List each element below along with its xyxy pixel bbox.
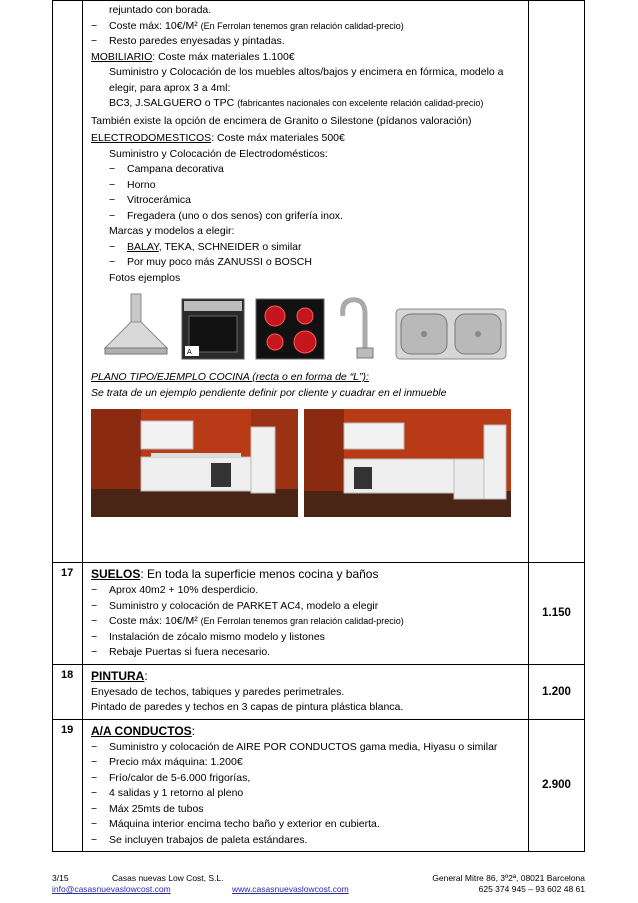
mobiliario-line: Suministro y Colocación de los muebles altos/bajos y encimera en fórmica, modelo a bbox=[109, 66, 504, 78]
oven-image bbox=[181, 298, 245, 360]
ceramic-hob-image bbox=[255, 298, 325, 360]
page-footer bbox=[52, 873, 585, 895]
svg-text:A: A bbox=[187, 349, 192, 356]
row-price: 1.200 bbox=[529, 664, 585, 719]
row-content bbox=[83, 719, 529, 852]
list-item: − Fregadera (uno o dos senos) con grifería inox. bbox=[109, 209, 343, 222]
list-item: − Se incluyen trabajos de paleta estándares. bbox=[91, 833, 308, 846]
row-number-cell bbox=[53, 1, 83, 563]
continued-line: rejuntado con borada. bbox=[109, 4, 212, 16]
list-item: − Precio máx máquina: 1.200€ bbox=[91, 756, 243, 768]
list-item: − Coste máx: 10€/M² (En Ferrolan tenemos gran relación calidad-precio) bbox=[91, 19, 404, 32]
kitchen-render-straight bbox=[91, 409, 298, 517]
list-item: − Suministro y colocación de PARKET AC4, modelo a elegir bbox=[91, 599, 379, 612]
kitchen-content bbox=[83, 1, 529, 563]
list-item: − Coste máx: 10€/M² (En Ferrolan tenemos gran relación calidad-precio) bbox=[91, 615, 404, 627]
mobiliario-line: BC3, J.SALGUERO o TPC (fabricantes nacionales con excelente relación calidad-precio) bbox=[109, 97, 484, 109]
list-item: − Máquina interior encima techo baño y exterior en cubierta. bbox=[91, 818, 380, 830]
list-item: − 4 salidas y 1 retorno al pleno bbox=[91, 787, 244, 799]
extractor-hood-image bbox=[101, 292, 171, 360]
company-address: General Mitre 86, 3º2ª, 08021 Barcelona bbox=[432, 873, 585, 883]
appliance-photos bbox=[91, 290, 524, 360]
list-item: − Suministro y colocación de AIRE POR CONDUCTOS gama media, Hiyasu o similar bbox=[91, 740, 498, 753]
page-number: 3/15 bbox=[52, 873, 69, 883]
plano-subtitle: Se trata de un ejemplo pendiente definir por cliente y cuadrar en el inmueble bbox=[91, 386, 447, 399]
list-item: − Frío/calor de 5-6.000 frigorías, bbox=[91, 771, 251, 784]
mobiliario-line: elegir, para aprox 3 a 4ml: bbox=[109, 81, 231, 94]
list-item: − Máx 25mts de tubos bbox=[91, 802, 204, 815]
list-item: − Por muy poco más ZANUSSI o BOSCH bbox=[109, 256, 312, 268]
email-link[interactable]: info@casasnuevaslowcost.com bbox=[52, 884, 171, 894]
list-item: − Rebaje Puertas si fuera necesario. bbox=[91, 646, 271, 658]
list-item: − Resto paredes enyesadas y pintadas. bbox=[91, 35, 285, 47]
row-line: Enyesado de techos, tabiques y paredes perimetrales. bbox=[91, 685, 345, 698]
row-line: Pintado de paredes y techos en 3 capas de pintura plástica blanca. bbox=[91, 701, 404, 713]
price-cell bbox=[529, 1, 585, 563]
electro-heading: ELECTRODOMESTICOS: Coste máx materiales 500€ bbox=[91, 132, 345, 144]
row-price: 1.150 bbox=[529, 563, 585, 665]
footer-line-1 bbox=[52, 873, 585, 884]
row-number: 17 bbox=[53, 563, 83, 665]
web-link[interactable]: www.casasnuevaslowcost.com bbox=[232, 884, 349, 894]
row-content bbox=[83, 664, 529, 719]
electro-intro: Suministro y Colocación de Electrodomésticos: bbox=[109, 147, 328, 160]
mobiliario-heading: MOBILIARIO: Coste máx materiales 1.100€ bbox=[91, 50, 295, 63]
plano-title: PLANO TIPO/EJEMPLO COCINA (recta o en forma de “L”): bbox=[91, 371, 369, 383]
list-item: − Campana decorativa bbox=[109, 163, 224, 175]
list-item: − Horno bbox=[109, 178, 156, 191]
row-number: 18 bbox=[53, 664, 83, 719]
budget-row-17 bbox=[53, 563, 585, 665]
row-title: PINTURA: bbox=[91, 668, 148, 683]
row-title: SUELOS: En toda la superficie menos cocina y baños bbox=[91, 567, 379, 581]
footer-line-2 bbox=[52, 884, 585, 895]
row-title: A/A CONDUCTOS: bbox=[91, 723, 196, 738]
company-name: Casas nuevas Low Cost, S.L. bbox=[112, 873, 224, 883]
row-number: 19 bbox=[53, 719, 83, 852]
phone-numbers: 625 374 945 – 93 602 48 61 bbox=[478, 884, 585, 894]
marcas-intro: Marcas y modelos a elegir: bbox=[109, 225, 235, 237]
kitchen-renders bbox=[91, 409, 524, 517]
list-item: − Aprox 40m2 + 10% desperdicio. bbox=[91, 584, 259, 596]
granito-note: También existe la opción de encimera de Granito o Silestone (pídanos valoración) bbox=[91, 114, 472, 127]
budget-row-kitchen-continued bbox=[53, 1, 585, 563]
budget-row-19 bbox=[53, 719, 585, 852]
list-item: − Instalación de zócalo mismo modelo y listones bbox=[91, 630, 325, 643]
sink-image bbox=[395, 308, 507, 360]
budget-row-18 bbox=[53, 664, 585, 719]
kitchen-render-l-shape bbox=[304, 409, 511, 517]
fotos-label: Fotos ejemplos bbox=[109, 271, 181, 284]
row-price: 2.900 bbox=[529, 719, 585, 852]
list-item: − Vitrocerámica bbox=[109, 194, 191, 206]
list-item: − BALAY, TEKA, SCHNEIDER o similar bbox=[109, 240, 302, 253]
row-content bbox=[83, 563, 529, 665]
budget-table bbox=[52, 0, 585, 852]
faucet-image bbox=[335, 294, 385, 360]
